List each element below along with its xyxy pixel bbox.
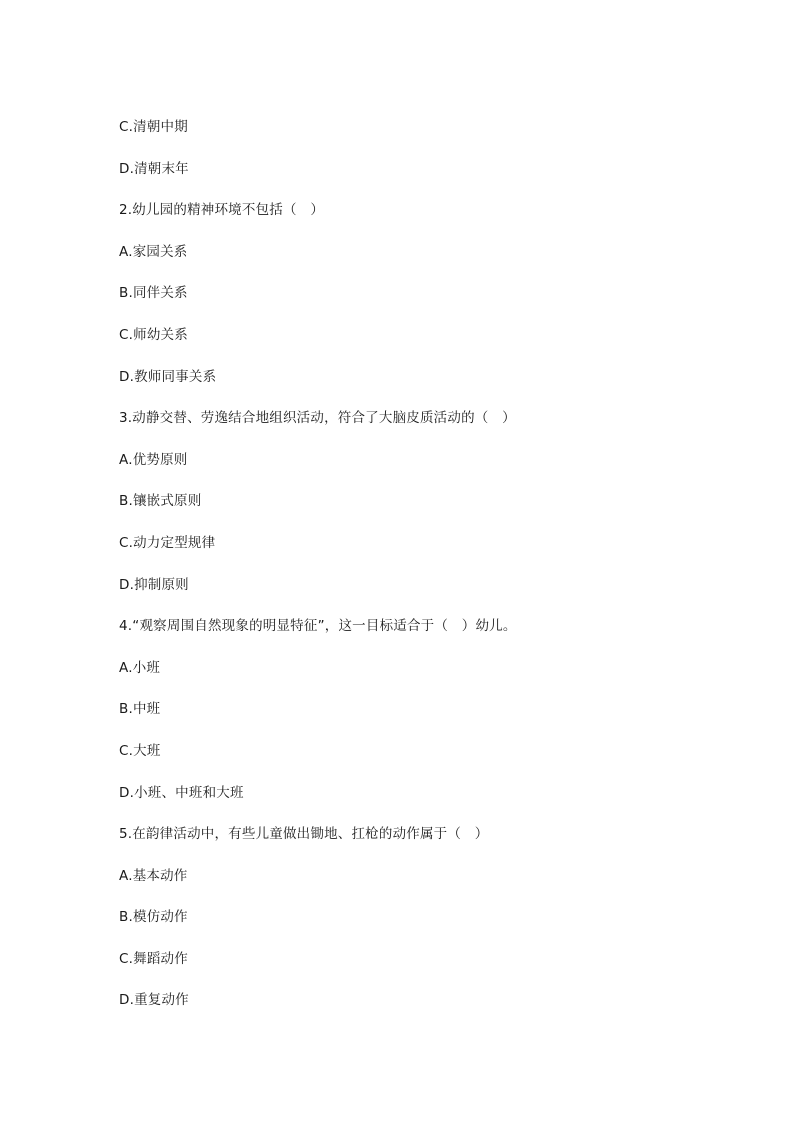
option-d-line: D.清朝末年 bbox=[119, 160, 189, 177]
question-list bbox=[119, 117, 739, 1032]
question-4-stem: 4.“观察周围自然现象的明显特征”，这一目标适合于（ ）幼儿。 bbox=[119, 618, 517, 635]
option-c-line: C.清朝中期 bbox=[119, 119, 188, 135]
question-4-option-c: C.大班 bbox=[119, 742, 161, 759]
question-5-option-a: A.基本动作 bbox=[119, 867, 188, 884]
question-5-stem: 5.在韵律活动中，有些儿童做出锄地、扛枪的动作属于（ ） bbox=[119, 826, 489, 843]
question-3-option-d: D.抑制原则 bbox=[119, 576, 189, 593]
question-5-option-b: B.模仿动作 bbox=[119, 909, 188, 926]
question-5-option-c: C.舞蹈动作 bbox=[119, 950, 188, 967]
question-3-option-a: A.优势原则 bbox=[119, 451, 188, 468]
question-3-option-b: B.镶嵌式原则 bbox=[119, 493, 202, 510]
question-3-stem: 3.动静交替、劳逸结合地组织活动，符合了大脑皮质活动的（ ） bbox=[119, 410, 516, 427]
question-5-option-d: D.重复动作 bbox=[119, 992, 189, 1009]
question-3-option-c: C.动力定型规律 bbox=[119, 534, 216, 551]
question-2-option-a: A.家园关系 bbox=[119, 243, 188, 260]
question-2-option-d: D.教师同事关系 bbox=[119, 368, 217, 385]
question-2-option-b: B.同伴关系 bbox=[119, 285, 188, 302]
question-2-stem: 2.幼儿园的精神环境不包括（ ） bbox=[119, 202, 325, 219]
question-4-option-a: A.小班 bbox=[119, 659, 161, 676]
question-2-option-c: C.师幼关系 bbox=[119, 326, 188, 343]
question-4-option-d: D.小班、中班和大班 bbox=[119, 784, 244, 801]
question-4-option-b: B.中班 bbox=[119, 701, 161, 718]
